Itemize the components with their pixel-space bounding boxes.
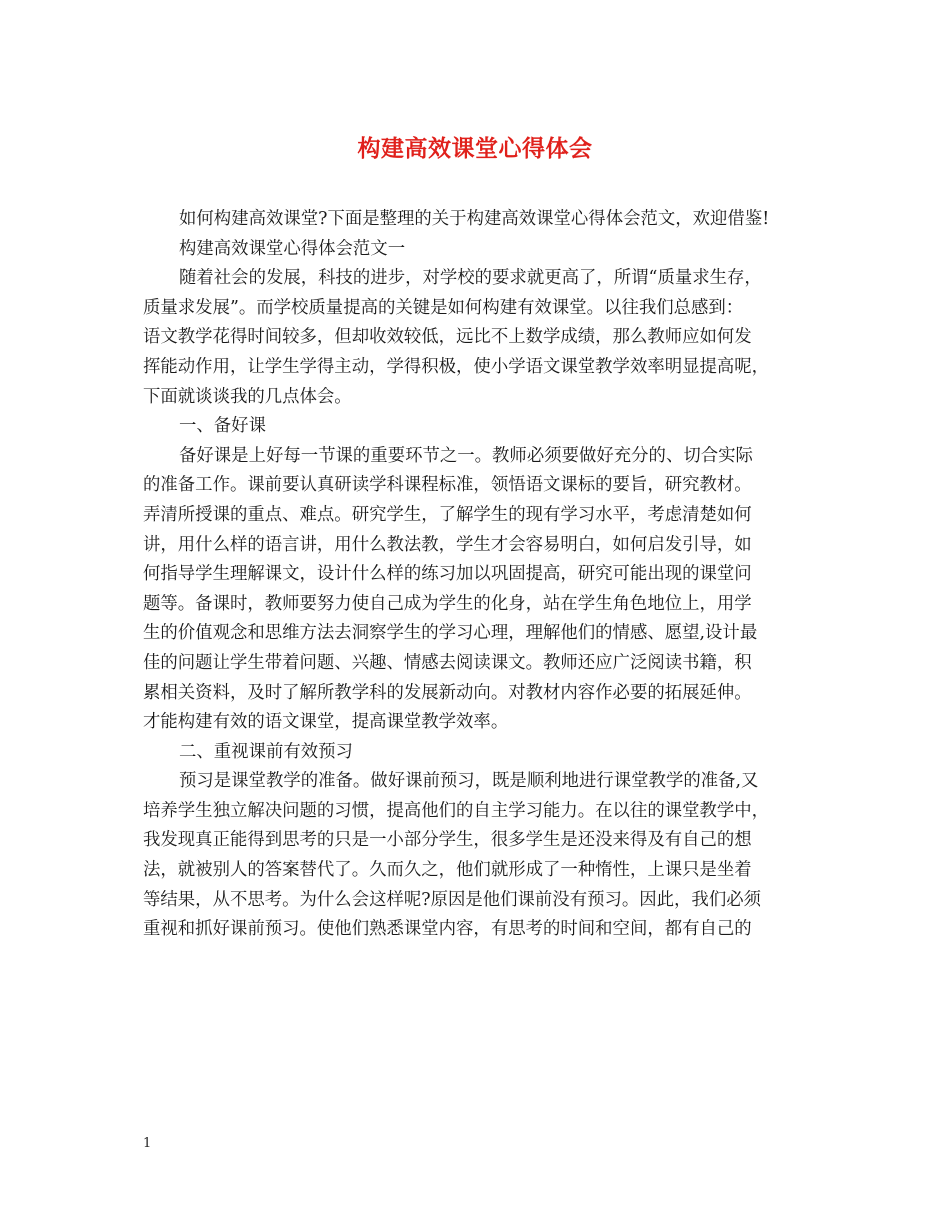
text-line: 培养学生独立解决问题的习惯，提高他们的自主学习能力。在以往的课堂教学中， — [143, 800, 770, 821]
text-line: 题等。备课时，教师要努力使自己成为学生的化身，站在学生角色地位上，用学 — [143, 593, 752, 614]
text-line: 的准备工作。课前要认真研读学科课程标准，领悟语文课标的要旨，研究教材。 — [143, 475, 752, 496]
text-line: 语文教学花得时间较多，但却收效较低，远比不上数学成绩，那么教师应如何发 — [143, 327, 752, 348]
text-line: 如何构建高效课堂?下面是整理的关于构建高效课堂心得体会范文，欢迎借鉴! — [179, 209, 770, 229]
text-line: 佳的问题让学生带着问题、兴趣、情感去阅读课文。教师还应广泛阅读书籍，积 — [143, 652, 752, 673]
text-line: 一、备好课 — [179, 416, 266, 437]
text-line: 重视和抓好课前预习。使他们熟悉课堂内容，有思考的时间和空间，都有自己的 — [143, 919, 752, 940]
text-line: 构建高效课堂心得体会范文一 — [179, 238, 406, 259]
text-line: 弄清所授课的重点、难点。研究学生，了解学生的现有学习水平，考虑清楚如何 — [143, 504, 752, 525]
text-line: 随着社会的发展，科技的进步，对学校的要求就更高了，所谓“质量求生存， — [179, 268, 762, 289]
text-line: 二、重视课前有效预习 — [179, 741, 353, 762]
page-number: 1 — [143, 1136, 152, 1151]
text-line: 备好课是上好每一节课的重要环节之一。教师必须要做好充分的、切合实际 — [179, 445, 753, 466]
text-line: 等结果，从不思考。为什么会这样呢?原因是他们课前没有预习。因此，我们必须 — [143, 889, 761, 910]
text-line: 预习是课堂教学的准备。做好课前预习，既是顺利地进行课堂教学的准备,又 — [179, 771, 759, 792]
text-line: 累相关资料，及时了解所教学科的发展新动向。对教材内容作必要的拓展延伸。 — [143, 682, 752, 703]
text-line: 讲，用什么样的语言讲，用什么教法教，学生才会容易明白，如何启发引导，如 — [143, 534, 752, 555]
text-line: 我发现真正能得到思考的只是一小部分学生，很多学生是还没来得及有自己的想 — [143, 830, 752, 851]
text-line: 才能构建有效的语文课堂，提高课堂教学效率。 — [143, 712, 509, 733]
text-line: 质量求发展”。而学校质量提高的关键是如何构建有效课堂。以往我们总感到： — [143, 297, 744, 318]
text-line: 生的价值观念和思维方法去洞察学生的学习心理，理解他们的情感、愿望,设计最 — [143, 623, 758, 644]
text-line: 下面就谈谈我的几点体会。 — [143, 386, 352, 407]
text-line: 何指导学生理解课文，设计什么样的练习加以巩固提高，研究可能出现的课堂问 — [143, 564, 752, 585]
document-title: 构建高效课堂心得体会 — [357, 135, 593, 162]
text-line: 挥能动作用，让学生学得主动，学得积极，使小学语文课堂教学效率明显提高呢， — [143, 356, 770, 377]
document-body — [143, 205, 823, 945]
text-line: 法，就被别人的答案替代了。久而久之，他们就形成了一种惰性，上课只是坐着 — [143, 860, 752, 881]
